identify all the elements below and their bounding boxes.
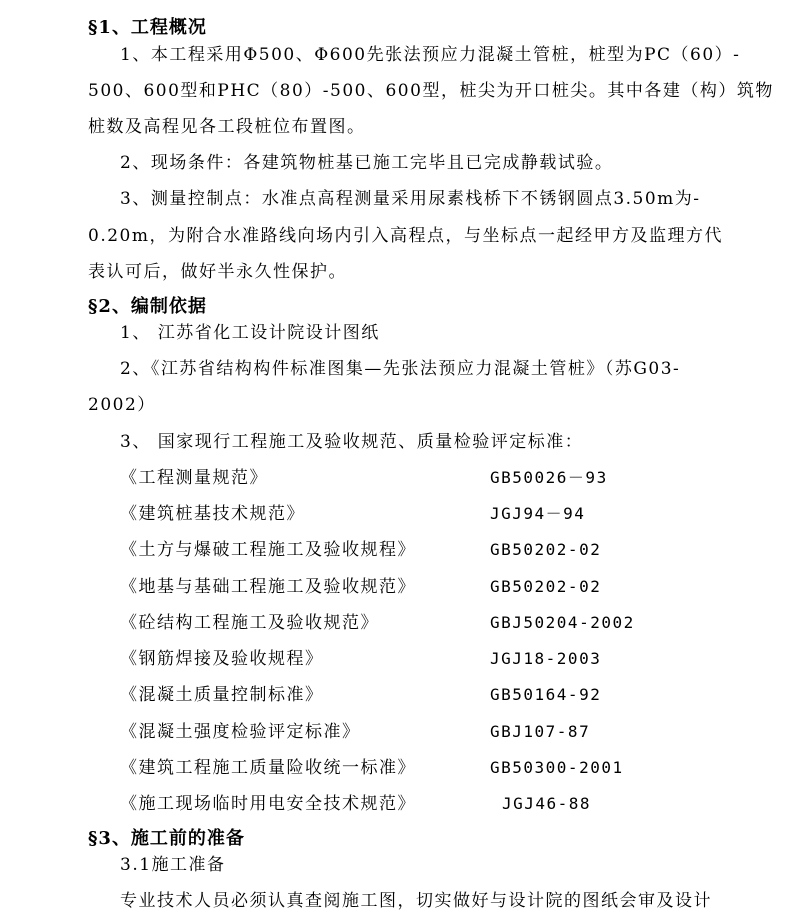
list-item: 2、《江苏省结构构件标准图集—先张法预应力混凝土管桩》（苏G03- [120, 359, 681, 379]
standard-code: GB50202-02 [490, 540, 602, 559]
standard-code: GBJ107-87 [490, 722, 591, 741]
subsection-title: 3.1施工准备 [120, 855, 226, 875]
list-item: 1、 江苏省化工设计院设计图纸 [120, 323, 380, 343]
standard-name: 《建筑桩基技术规范》 [120, 504, 305, 524]
standard-name: 《土方与爆破工程施工及验收规程》 [120, 540, 416, 560]
standard-code: JGJ94－94 [490, 504, 586, 523]
paragraph-line: 500、600型和PHC（80）-500、600型，桩尖为开口桩尖。其中各建（构）筑物 [88, 81, 774, 101]
paragraph-line: 表认可后，做好半永久性保护。 [88, 262, 347, 282]
standard-code: JGJ18-2003 [490, 649, 602, 668]
paragraph-line: 桩数及高程见各工段桩位布置图。 [88, 117, 366, 137]
standard-name: 《施工现场临时用电安全技术规范》 [120, 794, 416, 814]
section-heading-basis: §2、编制依据 [88, 296, 207, 317]
standard-name: 《砼结构工程施工及验收规范》 [120, 613, 379, 633]
standard-code: GB50164-92 [490, 685, 602, 704]
section-heading-overview: §1、工程概况 [88, 17, 207, 38]
standard-name: 《建筑工程施工质量险收统一标准》 [120, 758, 416, 778]
paragraph-line: 1、本工程采用Φ500、Φ600先张法预应力混凝土管桩，桩型为PC（60）- [120, 45, 741, 65]
section-heading-preparation: §3、施工前的准备 [88, 828, 245, 849]
list-item: 3、 国家现行工程施工及验收规范、质量检验评定标准： [120, 432, 584, 452]
standard-code: GB50300-2001 [490, 758, 624, 777]
standard-code: JGJ46-88 [502, 794, 592, 813]
standard-name: 《混凝土质量控制标准》 [120, 685, 324, 705]
paragraph-line: 3、测量控制点：水准点高程测量采用尿素栈桥下不锈钢圆点3.50m为- [120, 189, 701, 209]
paragraph-line: 专业技术人员必须认真查阅施工图，切实做好与设计院的图纸会审及设计 [120, 891, 712, 911]
list-item-continuation: 2002） [88, 395, 156, 415]
paragraph-line: 2、现场条件：各建筑物桩基已施工完毕且已完成静载试验。 [120, 153, 614, 173]
standard-name: 《工程测量规范》 [120, 468, 268, 488]
standard-name: 《混凝土强度检验评定标准》 [120, 722, 361, 742]
standard-code: GBJ50204-2002 [490, 613, 635, 632]
standard-code: GB50026－93 [490, 468, 608, 487]
standard-name: 《钢筋焊接及验收规程》 [120, 649, 324, 669]
paragraph-line: 0.20m，为附合水准路线向场内引入高程点，与坐标点一起经甲方及监理方代 [88, 226, 723, 246]
standard-code: GB50202-02 [490, 577, 602, 596]
standard-name: 《地基与基础工程施工及验收规范》 [120, 577, 416, 597]
